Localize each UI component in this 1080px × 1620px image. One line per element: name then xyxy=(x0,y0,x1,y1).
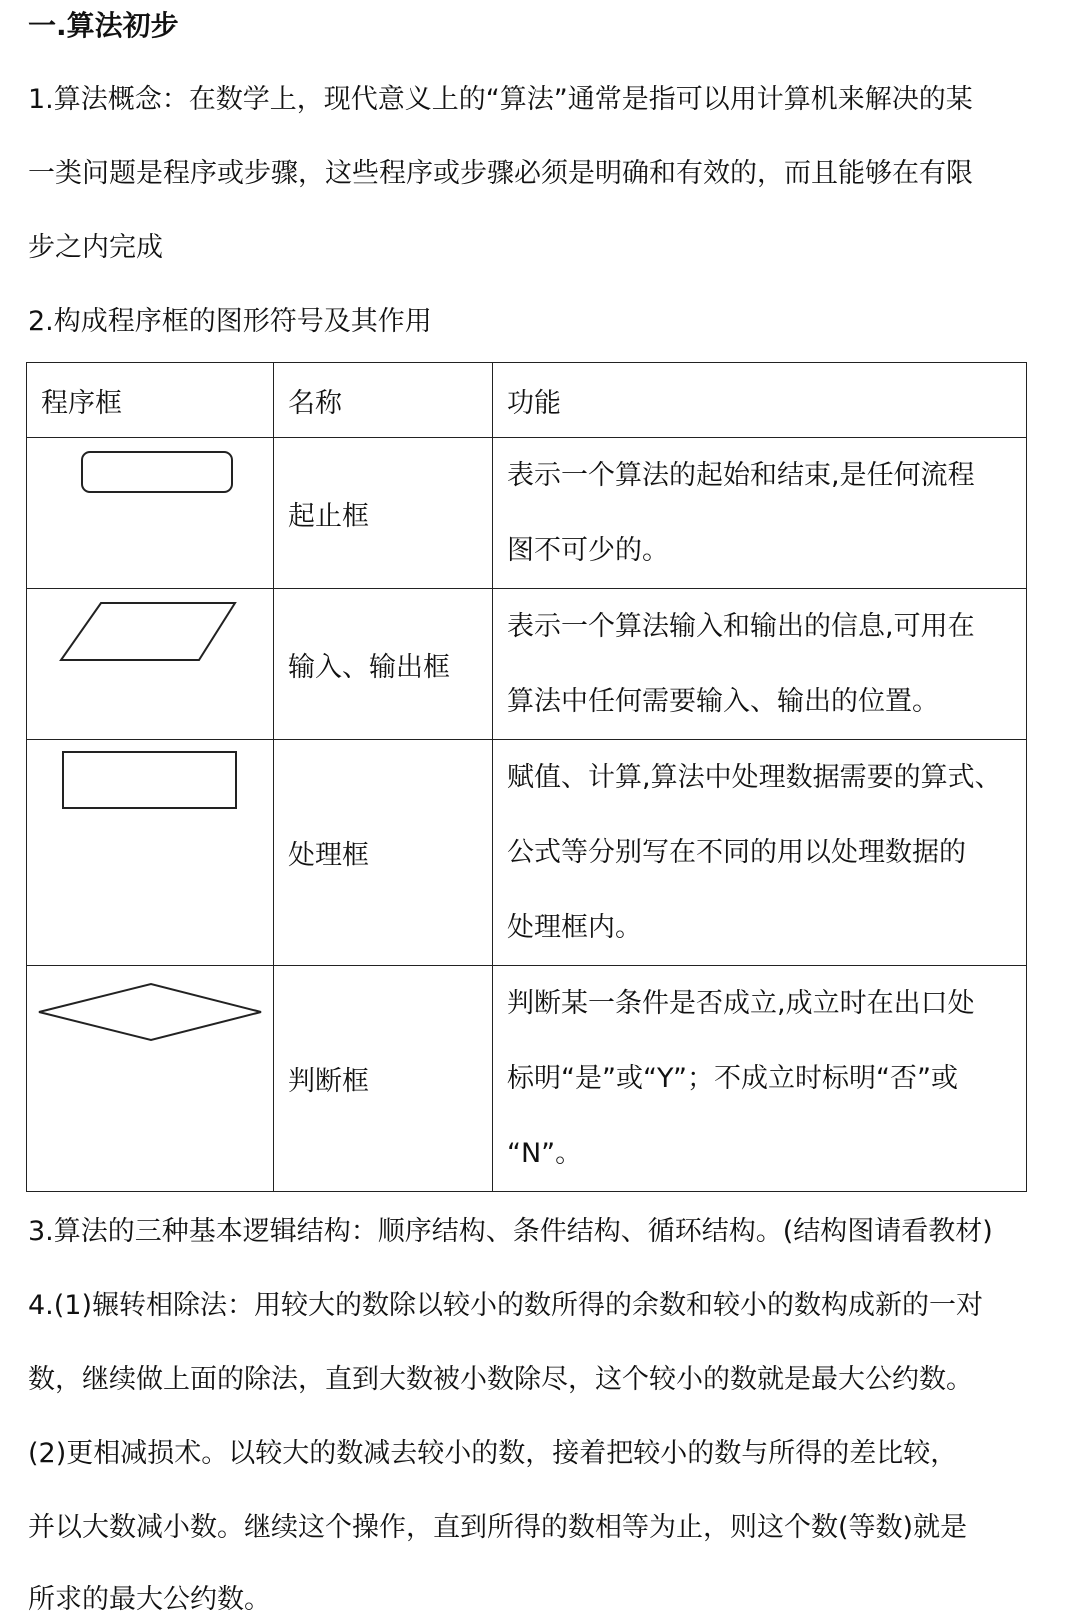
table-header-row xyxy=(27,363,1027,438)
function-line: 表示一个算法的起始和结束,是任何流程 xyxy=(507,460,975,491)
symbol-cell xyxy=(27,589,274,740)
table-row xyxy=(27,966,1027,1192)
function-line: 标明“是”或“Y”；不成立时标明“否”或 xyxy=(507,1063,958,1094)
rectangle-icon xyxy=(27,740,274,966)
paragraph-line: 并以大数减小数。继续这个操作，直到所得的数相等为止，则这个数(等数)就是 xyxy=(28,1512,968,1543)
paragraph-line: 1.算法概念：在数学上，现代意义上的“算法”通常是指可以用计算机来解决的某 xyxy=(28,84,973,115)
paragraph-line: 所求的最大公约数。 xyxy=(28,1584,271,1615)
name-cell: 起止框 xyxy=(274,438,493,589)
flowchart-symbol-table xyxy=(26,362,1027,1192)
diamond-icon xyxy=(27,966,274,1190)
header-cell: 功能 xyxy=(493,363,1027,438)
paragraph-line: 步之内完成 xyxy=(28,232,163,263)
symbol-cell xyxy=(27,966,274,1192)
table-row xyxy=(27,589,1027,740)
paragraph-line: 4.(1)辗转相除法：用较大的数除以较小的数所得的余数和较小的数构成新的一对 xyxy=(28,1290,984,1321)
function-line: 公式等分别写在不同的用以处理数据的 xyxy=(507,837,966,868)
symbol-cell xyxy=(27,740,274,966)
function-line: 判断某一条件是否成立,成立时在出口处 xyxy=(507,988,975,1019)
paragraph-line: (2)更相减损术。以较大的数减去较小的数，接着把较小的数与所得的差比较， xyxy=(28,1438,958,1469)
rounded-rectangle-icon xyxy=(27,438,274,588)
function-cell xyxy=(493,589,1027,740)
function-line: 图不可少的。 xyxy=(507,535,669,566)
function-line: 算法中任何需要输入、输出的位置。 xyxy=(507,686,939,717)
table-row xyxy=(27,438,1027,589)
name-cell: 判断框 xyxy=(274,966,493,1192)
symbol-cell xyxy=(27,438,274,589)
paragraph-line: 一类问题是程序或步骤，这些程序或步骤必须是明确和有效的，而且能够在有限 xyxy=(28,158,973,189)
section-heading: 一.算法初步 xyxy=(28,9,179,42)
function-line: 表示一个算法输入和输出的信息,可用在 xyxy=(507,611,975,642)
function-cell xyxy=(493,966,1027,1192)
function-line: 赋值、计算,算法中处理数据需要的算式、 xyxy=(507,762,1002,793)
function-cell xyxy=(493,438,1027,589)
header-cell: 名称 xyxy=(274,363,493,438)
paragraph-line: 3.算法的三种基本逻辑结构：顺序结构、条件结构、循环结构。(结构图请看教材) xyxy=(28,1216,993,1247)
name-cell: 处理框 xyxy=(274,740,493,966)
parallelogram-icon xyxy=(27,589,274,739)
function-cell xyxy=(493,740,1027,966)
function-line: “N”。 xyxy=(507,1138,583,1169)
function-line: 处理框内。 xyxy=(507,912,642,943)
paragraph-line: 数，继续做上面的除法，直到大数被小数除尽，这个较小的数就是最大公约数。 xyxy=(28,1364,973,1395)
paragraph-line: 2.构成程序框的图形符号及其作用 xyxy=(28,306,432,337)
header-cell: 程序框 xyxy=(27,363,274,438)
table-row xyxy=(27,740,1027,966)
name-cell: 输入、输出框 xyxy=(274,589,493,740)
